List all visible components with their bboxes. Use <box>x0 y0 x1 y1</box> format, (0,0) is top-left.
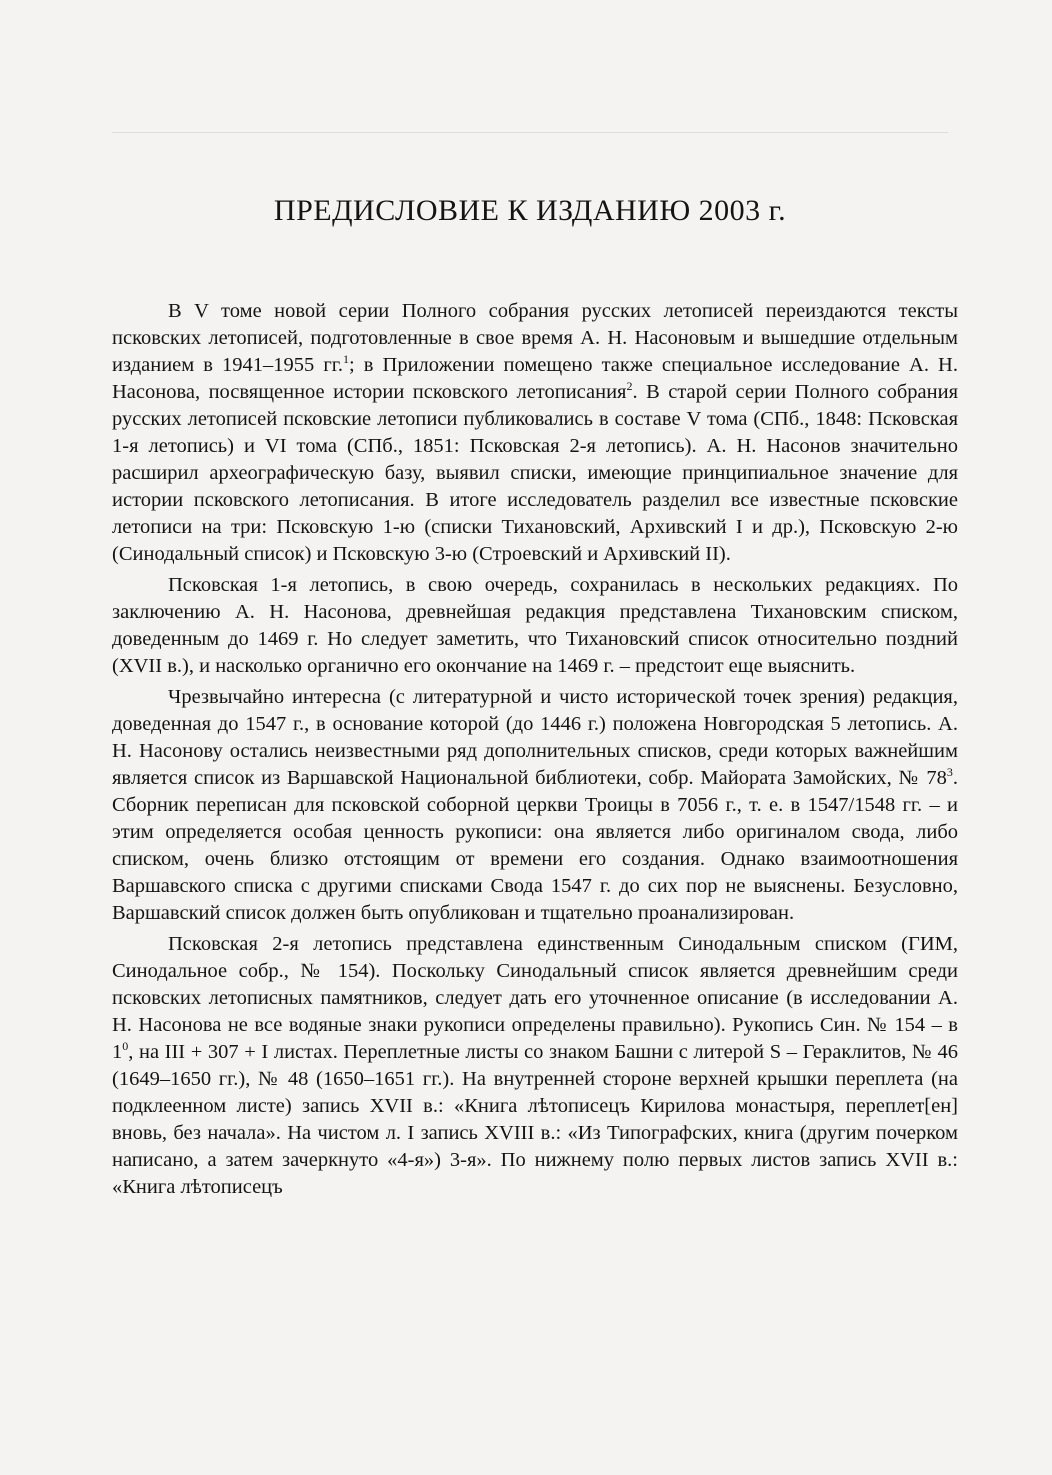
body-text <box>112 298 958 1201</box>
footnote-marker: 2 <box>626 379 633 394</box>
paragraph <box>112 298 958 568</box>
paragraph <box>112 572 958 680</box>
paragraph-text: , на III + 307 + I листах. Переплетные листы со знаком Башни с литерой S – Гераклитов, № 46 (1649–1650 гг.), № 48 (1650–1651 гг.). На внутренней стороне верхней крышки переплета (на подклеенном листе) запись XVII в.: «Книга лѣтописецъ Кирилова монастыря, переплет[ен] вновь, без начала». На чистом л. I запись XVIII в.: «Из Типографских, книга (другим почерком написано, а затем зачеркнуто «4-я») 3-я». По нижнему полю первых листов запись XVII в.: «Книга лѣтописецъ <box>112 1041 958 1198</box>
paragraph-text: . Сборник переписан для псковской соборной церкви Троицы в 7056 г., т. е. в 1547/1548 гг. – и этим определяется особая ценность рукописи: она является либо оригиналом свода, либо списком, очень близко отстоящим от времени его создания. Однако взаимоотношения Варшавского списка с другими списками Свода 1547 г. до сих пор не выяснены. Безусловно, Варшавский список должен быть опубликован и тщательно проанализирован. <box>112 767 958 924</box>
paragraph <box>112 684 958 927</box>
paragraph-text: . В старой серии Полного собрания русских летописей псковские летописи публиковались в составе V тома (СПб., 1848: Псковская 1-я летопись) и VI тома (СПб., 1851: Псковская 2-я летопись). А. Н. Насонов значительно расширил археографическую базу, выявил списки, имеющие принципиальное значение для истории псковского летописания. В итоге исследователь разделил все известные псковские летописи на три: Псковскую 1-ю (списки Тихановский, Архивский I и др.), Псковскую 2-ю (Синодальный список) и Псковскую 3-ю (Строевский и Архивский II). <box>112 381 959 565</box>
bleed-through-rule <box>112 132 948 133</box>
paragraph <box>112 931 958 1201</box>
paragraph-text: Псковская 1-я летопись, в свою очередь, сохранилась в нескольких редакциях. По заключению А. Н. Насонова, древнейшая редакция представлена Тихановским списком, доведенным до 1469 г. Но следует заметить, что Тихановский список относительно поздний (XVII в.), и насколько органично его окончание на 1469 г. – предстоит еще выяснить. <box>112 574 958 677</box>
paragraph-text: ; в Приложении помещено также специальное исследование А. Н. Насонова, посвященное истории псковского летописания <box>112 354 958 403</box>
paragraph-text: Псковская 2-я летопись представлена единственным Синодальным списком (ГИМ, Синодальное собр., № 154). Поскольку Синодальный список является древнейшим среди псковских летописных памятников, следует дать его уточненное описание (в исследовании А. Н. Насонова не все водяные знаки рукописи определены правильно). Рукопись Син. № 154 – в 1 <box>112 933 958 1063</box>
paragraph-text: Чрезвычайно интересна (с литературной и чисто исторической точек зрения) редакция, доведенная до 1547 г., в основание которой (до 1446 г.) положена Новгородская 5 летопись. А. Н. Насонову остались неизвестными ряд дополнительных списков, среди которых важнейшим является список из Варшавской Национальной библиотеки, собр. Майората Замойских, № 78 <box>112 686 958 789</box>
footnote-marker: 1 <box>343 352 350 367</box>
footnote-marker: 3 <box>946 765 953 780</box>
paragraph-text: В V томе новой серии Полного собрания русских летописей переиздаются тексты псковских летописей, подготовленные в свое время А. Н. Насоновым и вышедшие отдельным изданием в 1941–1955 гг. <box>112 300 958 376</box>
page-title: ПРЕДИСЛОВИЕ К ИЗДАНИЮ 2003 г. <box>273 194 787 227</box>
footnote-marker: 0 <box>122 1039 129 1054</box>
